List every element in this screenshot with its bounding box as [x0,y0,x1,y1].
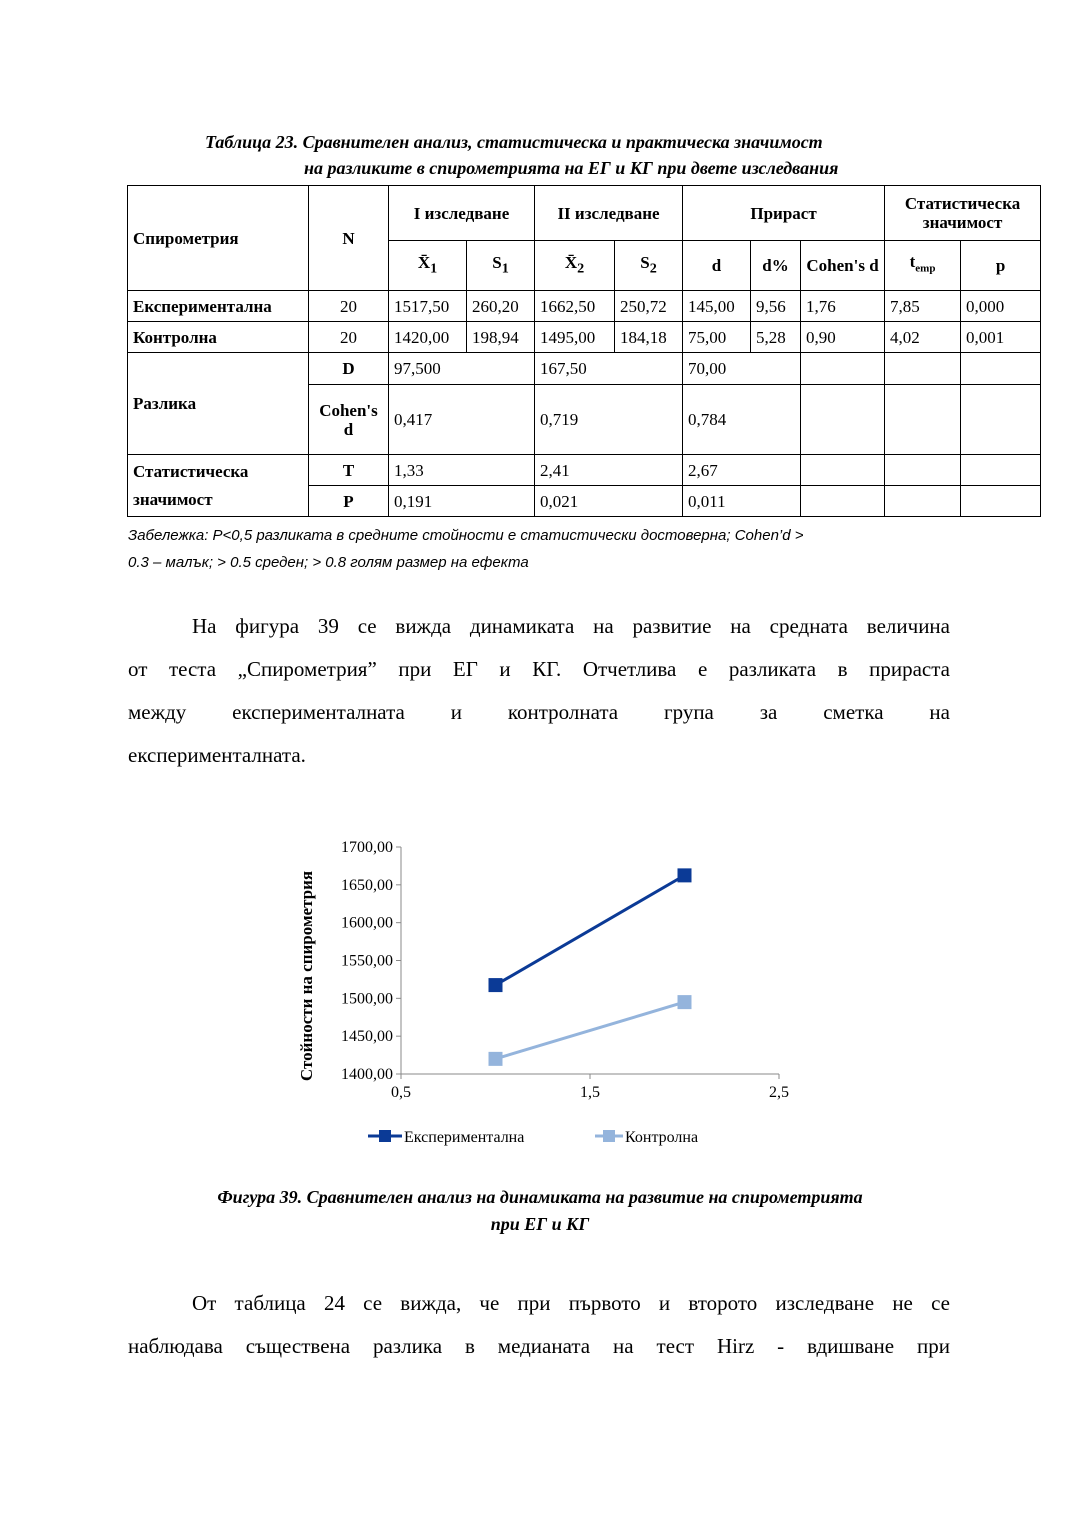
cell-x1: 1517,50 [389,291,467,322]
series-line-experimental [496,875,685,985]
significance-p-value: 0,191 [389,486,535,517]
cell-d-percent: 5,28 [751,322,801,353]
empty-cell [885,455,961,486]
empty-cell [961,385,1041,455]
y-tick-label: 1550,00 [341,952,393,970]
paragraph-1 [128,605,950,777]
x-tick-label: 2,5 [769,1084,789,1101]
significance-p-value: 0,021 [535,486,683,517]
x-tick-label: 0,5 [391,1084,411,1101]
header-d-percent: d% [751,241,801,291]
header-d: d [683,241,751,291]
spirometry-line-chart [290,830,810,1160]
header-statistical-significance: Статистическа значимост [885,186,1041,241]
figure-caption-line-2: при ЕГ и КГ [490,1214,590,1234]
cell-cohen-d: 0,90 [801,322,885,353]
cell-x2: 1662,50 [535,291,615,322]
paragraph-line: На фигура 39 се вижда динамиката на развитие на средната величина [192,614,950,638]
header-cohen-d: Cohen's d [801,241,885,291]
y-tick-label: 1450,00 [341,1028,393,1046]
significance-t-value: 1,33 [389,455,535,486]
table-row [128,291,1041,322]
header-spirometry: Спирометрия [128,186,309,291]
cell-s2: 184,18 [615,322,683,353]
row-label: Контролна [128,322,309,353]
data-point-control [678,995,692,1009]
y-tick-label: 1650,00 [341,876,393,894]
y-axis-title: Стойности на спирометрия [297,870,316,1082]
cell-x1: 1420,00 [389,322,467,353]
difference-cohen-value: 0,719 [535,385,683,455]
cell-x2: 1495,00 [535,322,615,353]
series-line-control [496,1002,685,1059]
spirometry-table [127,185,1041,517]
header-p: p [961,241,1041,291]
figure-caption-line-1: Фигура 39. Сравнителен анализ на динамиката на развитие на спирометрията [217,1187,863,1207]
paragraph-line: експерименталната. [128,743,306,767]
difference-d-value: 167,50 [535,353,683,385]
empty-cell [961,486,1041,517]
header-mean-2: $X̄_2$ [535,241,615,291]
empty-cell [801,353,885,385]
header-t-emp: $t_{emp}$ [885,241,961,291]
header-gain: Прираст [683,186,885,241]
empty-cell [801,486,885,517]
cell-n: 20 [309,322,389,353]
cell-n: 20 [309,291,389,322]
table-caption-line-1: Таблица 23. Сравнителен анализ, статистическа и практическа значимост [205,132,823,152]
cell-t-emp: 7,85 [885,291,961,322]
table-row [128,353,1041,385]
cell-d-percent: 9,56 [751,291,801,322]
cell-s1: 260,20 [467,291,535,322]
difference-cohen-value: 0,417 [389,385,535,455]
table-note-line-1: Забележка: P<0,5 разликата в средните стойности е статистически достоверна; Cohen’d > [128,527,804,544]
difference-label: Разлика [128,353,309,455]
significance-t-label: T [309,455,389,486]
data-point-experimental [678,868,692,882]
header-n: N [309,186,389,291]
significance-t-value: 2,67 [683,455,801,486]
empty-cell [885,353,961,385]
cell-d: 75,00 [683,322,751,353]
chart-legend [368,1129,698,1146]
cell-s2: 250,72 [615,291,683,322]
legend-marker-experimental [379,1130,391,1142]
cell-cohen-d: 1,76 [801,291,885,322]
significance-label: Статистическа значимост [128,455,309,517]
difference-d-label: D [309,353,389,385]
cell-t-emp: 4,02 [885,322,961,353]
empty-cell [885,486,961,517]
header-mean-1: $X̄_1$ [389,241,467,291]
empty-cell [885,385,961,455]
table-row [128,322,1041,353]
cell-p: 0,000 [961,291,1041,322]
cell-p: 0,001 [961,322,1041,353]
empty-cell [961,455,1041,486]
legend-marker-control [603,1130,615,1142]
row-label: Експериментална [128,291,309,322]
header-sd-1: $S_1$ [467,241,535,291]
y-tick-label: 1400,00 [341,1066,393,1083]
cell-s1: 198,94 [467,322,535,353]
significance-p-label: P [309,486,389,517]
paragraph-line: от теста „Спирометрия” при ЕГ и КГ. Отчетлива е разликата в прираста [128,657,950,681]
paragraph-2 [128,1282,950,1368]
empty-cell [801,455,885,486]
x-tick-label: 1,5 [580,1084,600,1101]
difference-cohen-label: Cohen's d [309,385,389,455]
header-study-2: II изследване [535,186,683,241]
header-sd-2: $S_2$ [615,241,683,291]
paragraph-line: наблюдава съществена разлика в медианата на тест Hirz - вдишване при [128,1334,950,1358]
data-point-experimental [489,978,503,992]
legend-label-control: Контролна [625,1129,699,1146]
y-tick-label: 1700,00 [341,839,393,856]
table-row [128,455,1041,486]
paragraph-line: между експерименталната и контролната група за сметка на [128,700,950,724]
header-study-1: I изследване [389,186,535,241]
significance-p-value: 0,011 [683,486,801,517]
legend-label-experimental: Експериментална [404,1129,525,1146]
paragraph-line: От таблица 24 се вижда, че при първото и второто изследване не се [192,1291,950,1315]
y-tick-label: 1600,00 [341,914,393,932]
y-tick-label: 1500,00 [341,990,393,1008]
significance-t-value: 2,41 [535,455,683,486]
difference-cohen-value: 0,784 [683,385,801,455]
empty-cell [801,385,885,455]
data-point-control [489,1052,503,1066]
difference-d-value: 70,00 [683,353,801,385]
table-caption-line-2: на разликите в спирометрията на ЕГ и КГ при двете изследвания [304,158,839,178]
cell-d: 145,00 [683,291,751,322]
difference-d-value: 97,500 [389,353,535,385]
empty-cell [961,353,1041,385]
table-note-line-2: 0.3 – малък; > 0.5 среден; > 0.8 голям размер на ефекта [128,554,529,571]
